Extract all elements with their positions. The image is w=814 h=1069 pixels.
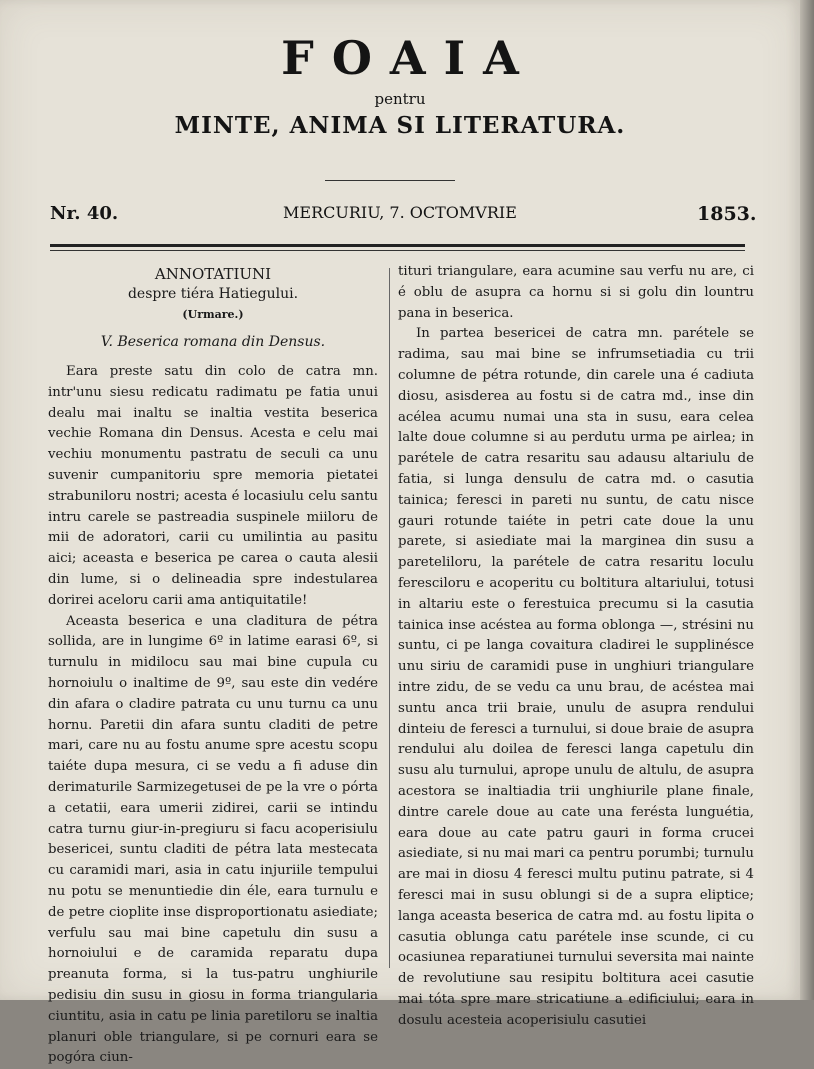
masthead-pentru: pentru (374, 90, 426, 108)
column-left (48, 262, 378, 1069)
paragraph: tituri triangulare, eara acumine sau verfu nu are, ci é oblu de asupra ca hornu si si golu din lountru pana in beserica. (398, 264, 754, 321)
article-continued: (Urmare.) (182, 308, 244, 321)
page-edge (800, 0, 814, 1000)
paragraph: Aceasta beserica e una claditura de pétra sollida, are in lungime 6º in latime earasi 6º, si turnulu in midilocu sau mai bine cupula cu hornoiulu o inaltime de 9º, sau este din vedére din afara o cladire patrata cu unu turnu ca unu hornu. Paretii din afara suntu claditi de petre mari, care nu au fostu anume spre acestu scopu taiéte dupa mesura, ci se vedu a fi aduse din derimaturile Sarmizegetusei de pe la vre o pórta a cetatii, eara umerii zidirei, carii se intindu catra turnu giur-in-pregiuru si facu acoperisiulu besericei, suntu claditi de pétra lata mestecata cu caramidi mari, asia in catu injuriile tempului nu potu se menuntiedie din éle, eara turnulu e de petre cioplite inse disproportionatu asiediate; verfulu sau mai bine capetulu din susu a hornoiului e de caramida reparatu dupa preanuta forma, si la tus-patru unghiurile pedisiu din susu in giosu in forma triangularia ciuntitu, asia in catu pe linia paretiloru se inaltia planuri oble triangulare, si pe cornuri eara se pogóra ciun- (48, 613, 378, 1066)
header-rule-thin (50, 250, 745, 251)
newspaper-title: FOAIA (281, 31, 537, 85)
masthead (0, 30, 800, 139)
issue-year: 1853. (697, 203, 757, 225)
masthead-divider (325, 180, 455, 181)
section-heading: V. Beserica romana din Densus. (100, 334, 326, 350)
header-rule-thick (50, 244, 745, 247)
column-right (398, 262, 754, 1031)
article-title: ANNOTATIUNI (154, 265, 272, 283)
newspaper-subtitle: MINTE, ANIMA SI LITERATURA. (174, 112, 626, 139)
paragraph: In partea besericei de catra mn. parétele se radima, sau mai bine se infrumsetiadia cu trii columne de pétra rotunde, din carele una é cadiuta diosu, asisderea au fostu si de catra md., inse din acélea acumu numai una sta in susu, eara celea lalte doue columne si au perdutu urma pe airlea; in parétele de catra resaritu sau adausu altariulu de fatia, si lunga densulu de catra md. o casutia tainica; feresci in pareti nu suntu, de catu nisce gauri rotunde taiéte in petri cate doue la unu parete, si asiediate mai la marginea din susu a pareteliloru, la parétele de catra resaritu loculu feresciloru e acoperitu cu boltitura altariului, totusi in altariu este o ferestuica precumu si la casutia tainica inse acéstea au forma oblonga —, strésini nu suntu, ci pe langa covaitura cladirei le supplinésce unu siriu de caramidi puse in unghiuri triangulare intre zidu, de se vedu ca unu brau, de acéstea mai suntu anca trii braie, unulu de asupra rendului dinteiu de feresci a turnului, si doue braie de asupra rendului alu doilea de feresci langa capetulu din susu alu turnului, aprope unulu de altulu, de asupra acestora se inaltiadia trii unghiurile plane finale, dintre carele doue au cate una ferésta lunguétia, eara doue au cate patru gauri in forma crucei asiediate, si nu mai mari ca pentru porumbi; turnulu are mai in diosu 4 feresci multu putinu patrate, si 4 feresci mai in susu oblungi si de a supra eliptice; langa aceasta beserica de catra md. au fostu lipita o casutia oblunga catu parétele inse scunde, ci cu ocasiunea reparatiunei turnului seversita mai nainte de revolutiune sau resipitu boltitura acei casutie mai tóta spre mare stricatiune a edificiului; eara in dosulu acesteia acoperisiulu casutiei (398, 326, 754, 1028)
issue-date: MERCURIU, 7. OCTOMVRIE (283, 203, 517, 222)
paragraph: Eara preste satu din colo de catra mn. intr'unu siesu redicatu radimatu pe fatia unui dealu mai inaltu se inaltia vestita beserica vechie Romana din Densus. Acesta e celu mai vechiu monumentu pastratu de seculi ca unu suvenir cumpanitoriu spre memoria pietatei strabuniloru nostri; acesta é locasiulu celu santu intru carele se pastreadia suspinele miiloru de mii de adoratori, carii cu umilintia au pasitu aici; aceasta e beserica pe carea o cauta alesii din lume, si o delineadia spre indestularea dorirei aceloru carii ama antiquitatile! (48, 364, 378, 608)
column-divider (389, 268, 390, 968)
issue-number: Nr. 40. (50, 203, 119, 224)
article-subtitle: despre tiéra Hatiegului. (127, 286, 299, 302)
